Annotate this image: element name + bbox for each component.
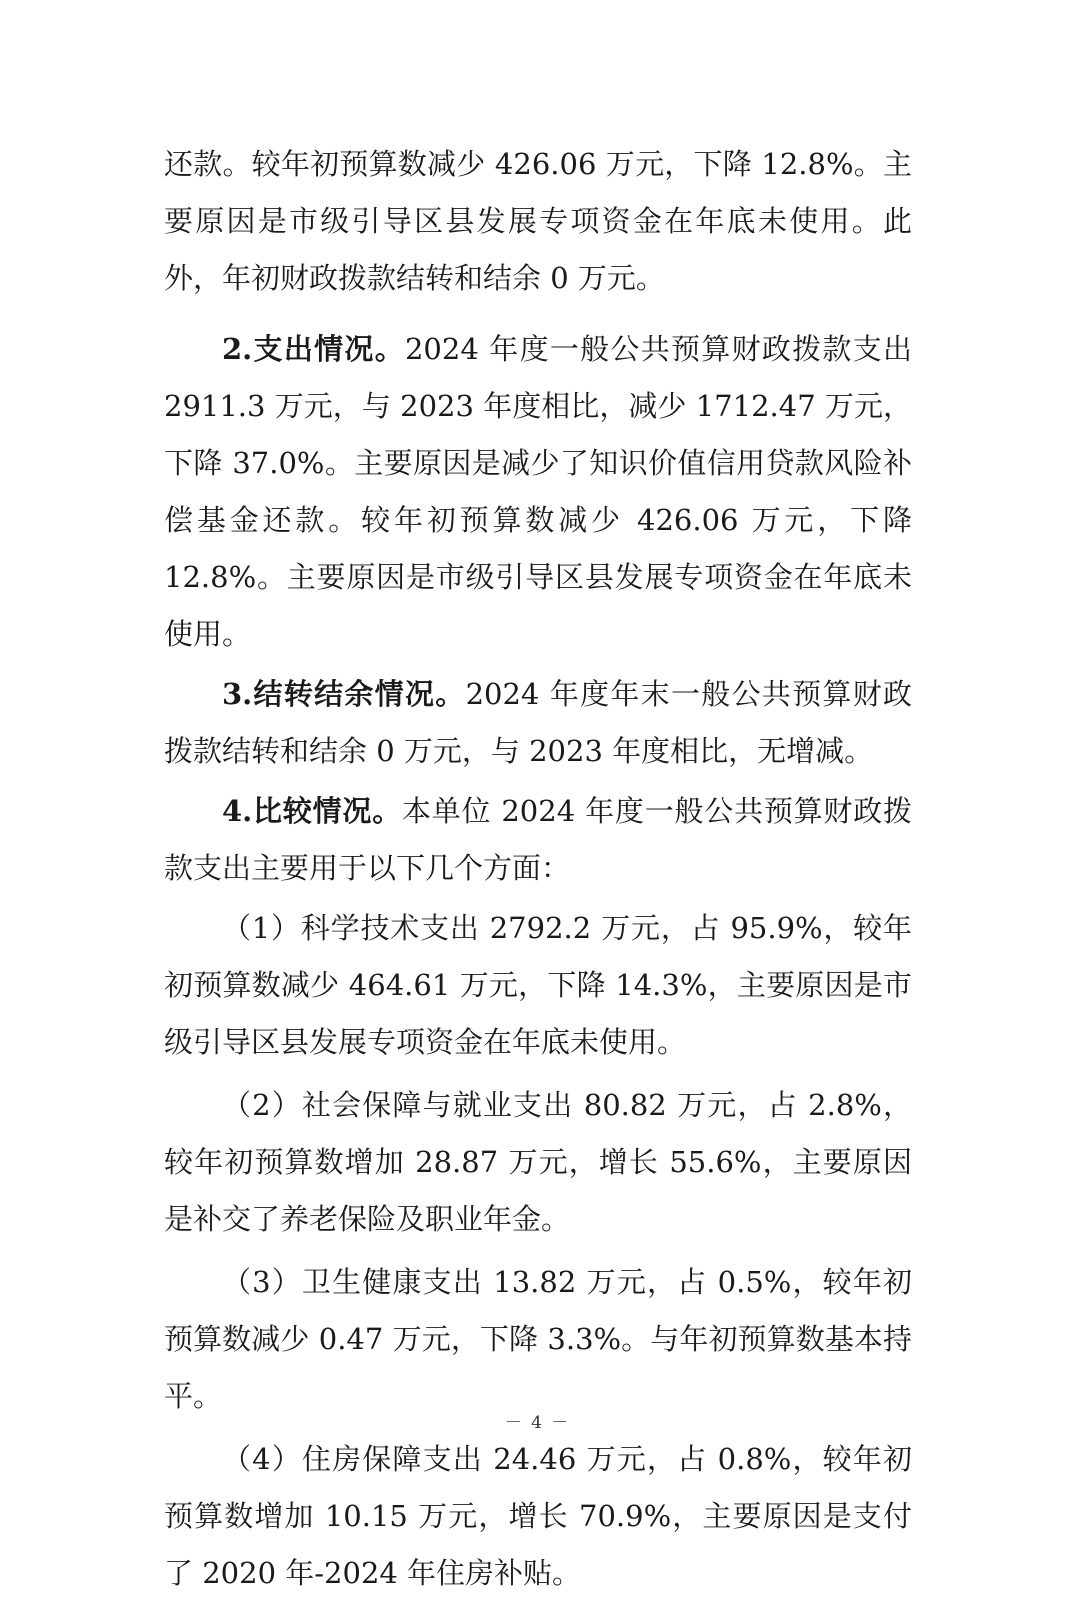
paragraph-text: （1）科学技术支出 2792.2 万元，占 95.9%，较年初预算数减少 464.61 万元，下降 14.3%，主要原因是市级引导区县发展专项资金在年底未使用。 [164, 911, 912, 1059]
paragraph-text: （4）住房保障支出 24.46 万元，占 0.8%，较年初预算数增加 10.15 万元，增长 70.9%，主要原因是支付了 2020 年-2024 年住房补贴。 [164, 1442, 912, 1590]
paragraph-expenditure [164, 321, 912, 663]
paragraph-text: （3）卫生健康支出 13.82 万元，占 0.5%，较年初预算数减少 0.47 万元，下降 3.3%。与年初预算数基本持平。 [164, 1265, 912, 1413]
paragraph-comparison [164, 783, 912, 897]
section-heading-comparison: 4.比较情况。 [222, 794, 402, 828]
paragraph-item-health [164, 1254, 912, 1425]
paragraph-text: 还款。较年初预算数减少 426.06 万元，下降 12.8%。主要原因是市级引导区县发展专项资金在年底未使用。此外，年初财政拨款结转和结余 0 万元。 [164, 147, 912, 295]
paragraph-text: （2）社会保障与就业支出 80.82 万元，占 2.8%，较年初预算数增加 28.87 万元，增长 55.6%，主要原因是补交了养老保险及职业年金。 [164, 1088, 912, 1236]
paragraph-revenue-continued [164, 136, 912, 307]
document-body [164, 136, 912, 1602]
paragraph-carryover [164, 666, 912, 780]
section-heading-carryover: 3.结转结余情况。 [222, 677, 466, 711]
page-number: － 4 － [504, 1413, 571, 1433]
paragraph-item-science [164, 900, 912, 1071]
paragraph-text: 2024 年度年末一般公共预算财政拨款结转和结余 0 万元，与 2023 年度相比，无增减。 [164, 677, 912, 768]
paragraph-item-housing [164, 1431, 912, 1602]
paragraph-item-social-security [164, 1077, 912, 1248]
paragraph-text: 本单位 2024 年度一般公共预算财政拨款支出主要用于以下几个方面： [164, 794, 912, 885]
section-heading-expenditure: 2.支出情况。 [222, 332, 405, 366]
paragraph-text: 2024 年度一般公共预算财政拨款支出 2911.3 万元，与 2023 年度相比，减少 1712.47 万元，下降 37.0%。主要原因是减少了知识价值信用贷款风险补偿基金还款。较年初预算数减少 426.06 万元，下降 12.8%。主要原因是市级引导区县发展专项资金在年底未使用。 [164, 332, 912, 651]
